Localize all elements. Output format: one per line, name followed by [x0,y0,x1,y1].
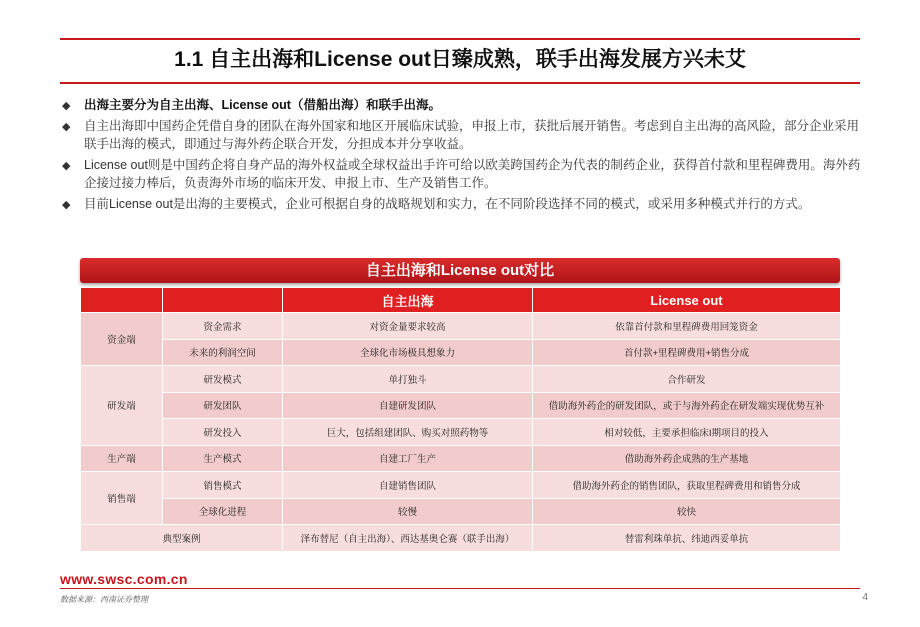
page-number: 4 [862,592,868,603]
row-license: 较快 [533,498,841,525]
footer-url[interactable]: www.swsc.com.cn [60,571,188,587]
row-self: 全球化市场极具想象力 [283,339,533,366]
row-item: 研发模式 [163,366,283,393]
header-self: 自主出海 [283,288,533,313]
row-license: 借助海外药企成熟的生产基地 [533,445,841,472]
group-capital: 资金端 [81,313,163,366]
table-row [81,498,841,525]
header-blank-1 [81,288,163,313]
row-item: 资金需求 [163,313,283,340]
row-license: 合作研发 [533,366,841,393]
row-item: 销售模式 [163,472,283,499]
diamond-bullet-icon: ◆ [62,160,71,172]
title-rule-bottom [60,82,860,84]
header-blank-2 [163,288,283,313]
table-row [81,392,841,419]
comparison-table [80,287,841,552]
row-self: 自建工厂生产 [283,445,533,472]
page-title: 1.1 自主出海和License out日臻成熟，联手出海发展方兴未艾 [174,48,746,71]
row-self: 巨大，包括组建团队、购买对照药物等 [283,419,533,446]
row-license: 借助海外药企的销售团队，获取里程碑费用和销售分成 [533,472,841,499]
table-row [81,313,841,340]
row-item: 研发投入 [163,419,283,446]
bullet-item: ◆ 自主出海即中国药企凭借自身的团队在海外国家和地区开展临床试验，申报上市，获批后展开销售。考虑到自主出海的高风险，部分企业采用联手出海的模式，即通过与海外药企联合开发，分担成本并分享收益。 [62,119,860,151]
footer-rule [60,588,860,589]
row-license: 替雷利珠单抗、纬迪西妥单抗 [533,525,841,552]
group-rnd: 研发端 [81,366,163,446]
row-self: 对资金量要求较高 [283,313,533,340]
title-rule-top [60,38,860,40]
table-banner: 自主出海和License out对比 [80,258,840,283]
row-self: 较慢 [283,498,533,525]
source-note: 数据来源：西南证券整理 [60,595,148,604]
row-item: 研发团队 [163,392,283,419]
row-self: 单打独斗 [283,366,533,393]
row-self: 自建销售团队 [283,472,533,499]
table-row [81,525,841,552]
diamond-bullet-icon: ◆ [62,121,71,133]
row-item: 未来的利润空间 [163,339,283,366]
header-license: License out [533,288,841,313]
title-area [0,0,920,100]
table-row [81,445,841,472]
group-production: 生产端 [81,445,163,472]
row-self: 泽布替尼（自主出海）、西达基奥仑赛（联手出海） [283,525,533,552]
row-license: 首付款+里程碑费用+销售分成 [533,339,841,366]
row-license: 借助海外药企的研发团队，或于与海外药企在研发端实现优势互补 [533,392,841,419]
table-row [81,419,841,446]
bullet-list [62,96,862,216]
bullet-item: ◆ 出海主要分为自主出海、License out（借船出海）和联手出海。 [62,96,862,114]
row-license: 相对较低，主要承担临床I期项目的投入 [533,419,841,446]
bullet-item: ◆ 目前License out是出海的主要模式，企业可根据自身的战略规划和实力，在不同阶段选择不同的模式，或采用多种模式并行的方式。 [62,195,862,213]
bullet-item: ◆ License out则是中国药企将自身产品的海外权益或全球权益出手许可给以欧美跨国药企为代表的制药企业，获得首付款和里程碑费用。海外药企接过接力棒后，负责海外市场的临床开发、申报上市、生产及销售工作。 [62,158,861,190]
row-item: 生产模式 [163,445,283,472]
table-row [81,339,841,366]
table-row [81,472,841,499]
row-item: 全球化进程 [163,498,283,525]
diamond-bullet-icon: ◆ [62,199,71,211]
table-row [81,366,841,393]
group-sales: 销售端 [81,472,163,525]
row-item: 典型案例 [81,525,283,552]
row-license: 依靠首付款和里程碑费用回笼资金 [533,313,841,340]
row-self: 自建研发团队 [283,392,533,419]
diamond-bullet-icon: ◆ [62,100,71,112]
